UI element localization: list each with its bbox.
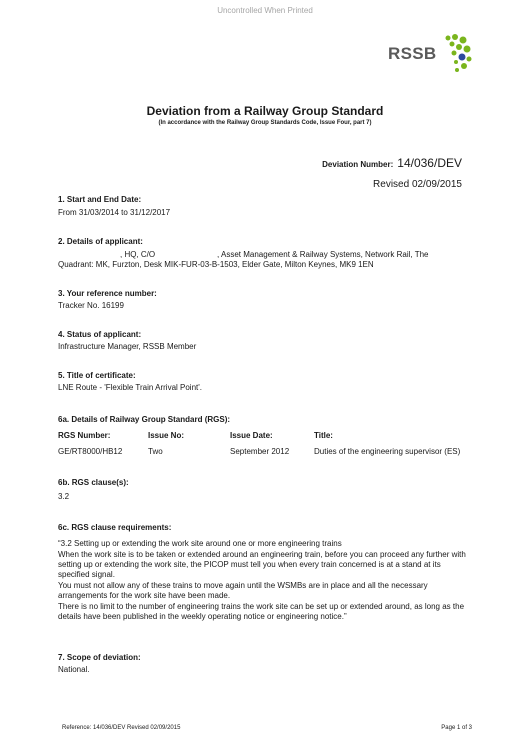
section-2-heading: 2. Details of applicant:: [58, 237, 143, 246]
section-7-heading: 7. Scope of deviation:: [58, 653, 141, 662]
section-6a-heading: 6a. Details of Railway Group Standard (RGS):: [58, 415, 231, 424]
rgs-number: GE/RT8000/HB12: [58, 447, 123, 456]
rgs-col-title: Title:: [314, 431, 333, 440]
section-3-text: Tracker No. 16199: [58, 301, 124, 310]
deviation-number: [322, 156, 462, 170]
clause-paragraph: When the work site is to be taken or extended around an engineering train, before you can proceed any further with setting up or extending the work site, the PICOP must tell you when every train concerned is at a stand at its specified signal.: [58, 550, 466, 579]
footer-page-number: Page 1 of 3: [441, 725, 472, 731]
section-6c-heading: 6c. RGS clause requirements:: [58, 523, 172, 532]
deviation-number-label: Deviation Number:: [322, 160, 394, 169]
rgs-issue: Two: [148, 447, 163, 456]
section-6b-heading: 6b. RGS clause(s):: [58, 478, 129, 487]
watermark: Uncontrolled When Printed: [217, 6, 313, 15]
logo-dots-icon: [442, 34, 472, 74]
rssb-logo: [388, 34, 472, 74]
section-5-text: LNE Route - 'Flexible Train Arrival Point'.: [58, 383, 202, 392]
section-5-heading: 5. Title of certificate:: [58, 371, 136, 380]
section-1-heading: 1. Start and End Date:: [58, 195, 142, 204]
revised-date: Revised 02/09/2015: [373, 179, 462, 190]
footer-reference: Reference: 14/036/DEV Revised 02/09/2015: [62, 725, 181, 731]
rgs-table-row: [58, 447, 478, 458]
section-4-heading: 4. Status of applicant:: [58, 330, 142, 339]
section-2-line1b: , Asset Management & Railway Systems, Network Rail, The: [217, 250, 429, 259]
rgs-col-number: RGS Number:: [58, 431, 111, 440]
document-subtitle: (In accordance with the Railway Group Standards Code, Issue Four, part 7): [158, 120, 372, 126]
rgs-col-issue: Issue No:: [148, 431, 185, 440]
section-6b-text: 3.2: [58, 492, 70, 501]
rgs-title: Duties of the engineering supervisor (ES): [314, 447, 461, 456]
section-4-text: Infrastructure Manager, RSSB Member: [58, 342, 197, 351]
deviation-number-value: 14/036/DEV: [397, 156, 462, 170]
section-1-text: From 31/03/2014 to 31/12/2017: [58, 208, 171, 217]
clause-paragraph: You must not allow any of these trains to move again until the WSMBs are in place and all the necessary arrangements for the work site have been made.: [58, 581, 428, 600]
section-3-heading: 3. Your reference number:: [58, 289, 157, 298]
section-2-line1a: , HQ, C/O: [120, 250, 156, 259]
document-title: Deviation from a Railway Group Standard: [146, 104, 384, 118]
clause-requirements: [58, 539, 474, 623]
rgs-table-header: [58, 431, 478, 442]
rgs-col-date: Issue Date:: [230, 431, 273, 440]
clause-paragraph: There is no limit to the number of engineering trains the work site can be set up or extended around, as long as the details have been published in the weekly operating notice or engineering notice.”: [58, 602, 465, 621]
section-2-line2: Quadrant: MK, Furzton, Desk MIK-FUR-03-B-1503, Elder Gate, Milton Keynes, MK9 1EN: [58, 260, 374, 269]
rgs-date: September 2012: [230, 447, 290, 456]
clause-paragraph: “3.2 Setting up or extending the work site around one or more engineering trains: [58, 539, 342, 548]
logo-text: RSSB: [388, 44, 437, 63]
section-7-text: National.: [58, 665, 90, 674]
